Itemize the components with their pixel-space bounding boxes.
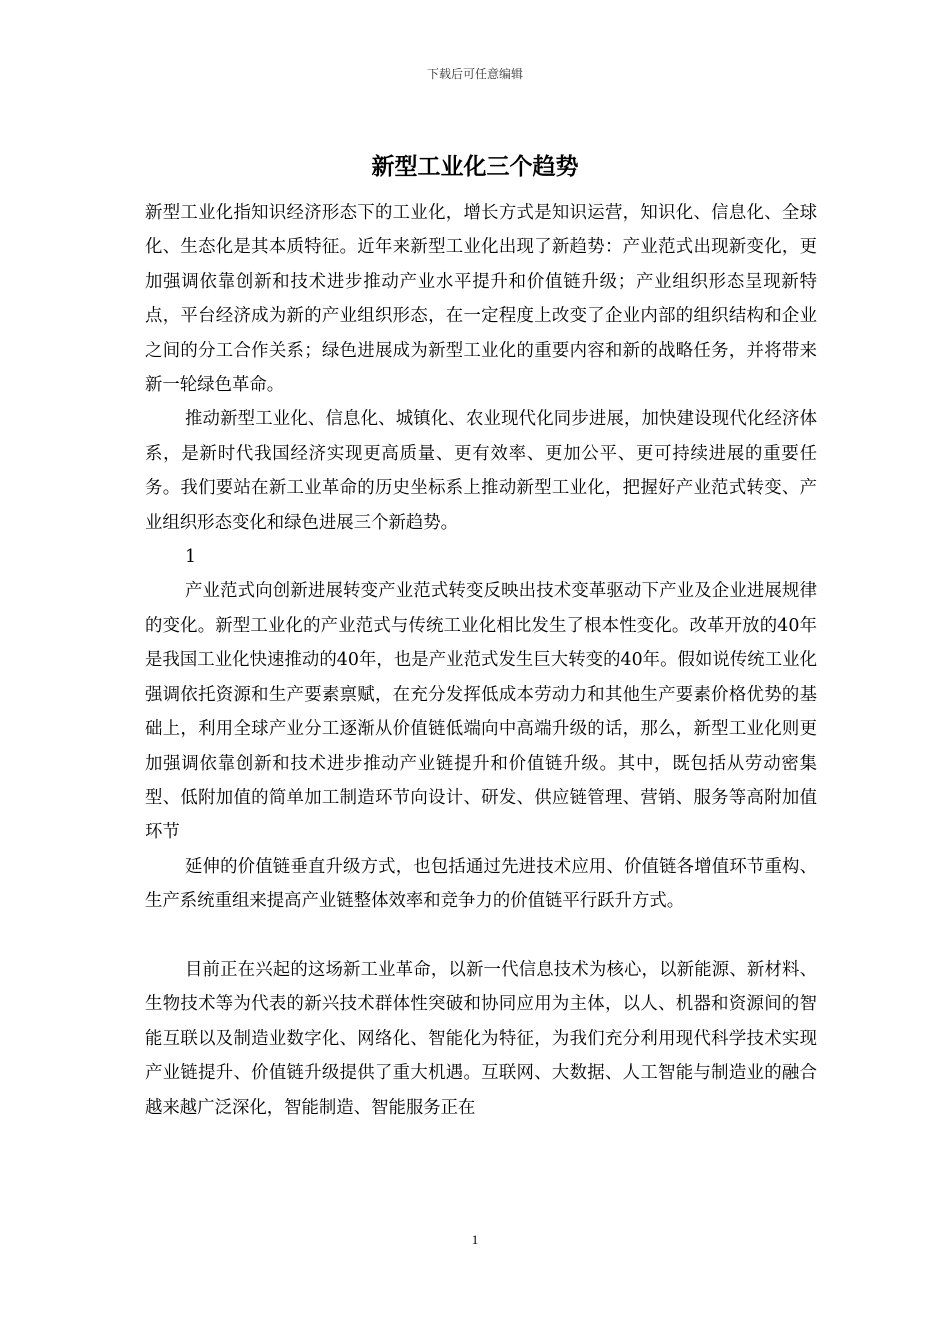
paragraph-value-chain: 延伸的价值链垂直升级方式，也包括通过先进技术应用、价值链各增值环节重构、生产系统重组来提高产业链整体效率和竞争力的价值链平行跃升方式。 <box>145 856 817 912</box>
paragraph-tasks: 推动新型工业化、信息化、城镇化、农业现代化同步进展，加快建设现代化经济体系，是新时代我国经济实现更高质量、更有效率、更加公平、更可持续进展的重要任务。我们要站在新工业革命的历史坐标系上推动新型工业化，把握好产业范式转变、产业组织形态变化和绿色进展三个新趋势。 <box>145 409 817 533</box>
blank-line <box>145 919 817 953</box>
document-body <box>145 196 817 1125</box>
paragraph-new-industrial-revolution: 目前正在兴起的这场新工业革命，以新一代信息技术为核心，以新能源、新材料、生物技术等为代表的新兴技术群体性突破和协同应用为主体，以人、机器和资源间的智能互联以及制造业数字化、网络化、智能化为特征，为我们充分利用现代科学技术实现产业链提升、价值链升级提供了重大机遇。互联网、大数据、人工智能与制造业的融合越来越广泛深化，智能制造、智能服务正在 <box>145 959 817 1118</box>
document-title: 新型工业化三个趋势 <box>371 154 579 180</box>
paragraph-intro: 新型工业化指知识经济形态下的工业化，增长方式是知识运营，知识化、信息化、全球化、生态化是其本质特征。近年来新型工业化出现了新趋势：产业范式出现新变化，更加强调依靠创新和技术进步推动产业水平提升和价值链升级；产业组织形态呈现新特点，平台经济成为新的产业组织形态，在一定程度上改变了企业内部的组织结构和企业之间的分工合作关系；绿色进展成为新型工业化的重要内容和新的战略任务，并将带来新一轮绿色革命。 <box>145 203 817 396</box>
page-number: 1 <box>471 1232 479 1247</box>
section-number: 1 <box>185 547 197 568</box>
paragraph-industrial-paradigm: 产业范式向创新进展转变产业范式转变反映出技术变革驱动下产业及企业进展规律的变化。新型工业化的产业范式与传统工业化相比发生了根本性变化。改革开放的40年是我国工业化快速推动的40年，也是产业范式发生巨大转变的40年。假如说传统工业化强调依托资源和生产要素禀赋，在充分发挥低成本劳动力和其他生产要素价格优势的基础上，利用全球产业分工逐渐从价值链低端向中高端升级的话，那么，新型工业化则更加强调依靠创新和技术进步推动产业链提升和价值链升级。其中，既包括从劳动密集型、低附加值的简单加工制造环节向设计、研发、供应链管理、营销、服务等高附加值环节 <box>145 581 817 843</box>
header-note: 下载后可任意编辑 <box>426 67 523 81</box>
